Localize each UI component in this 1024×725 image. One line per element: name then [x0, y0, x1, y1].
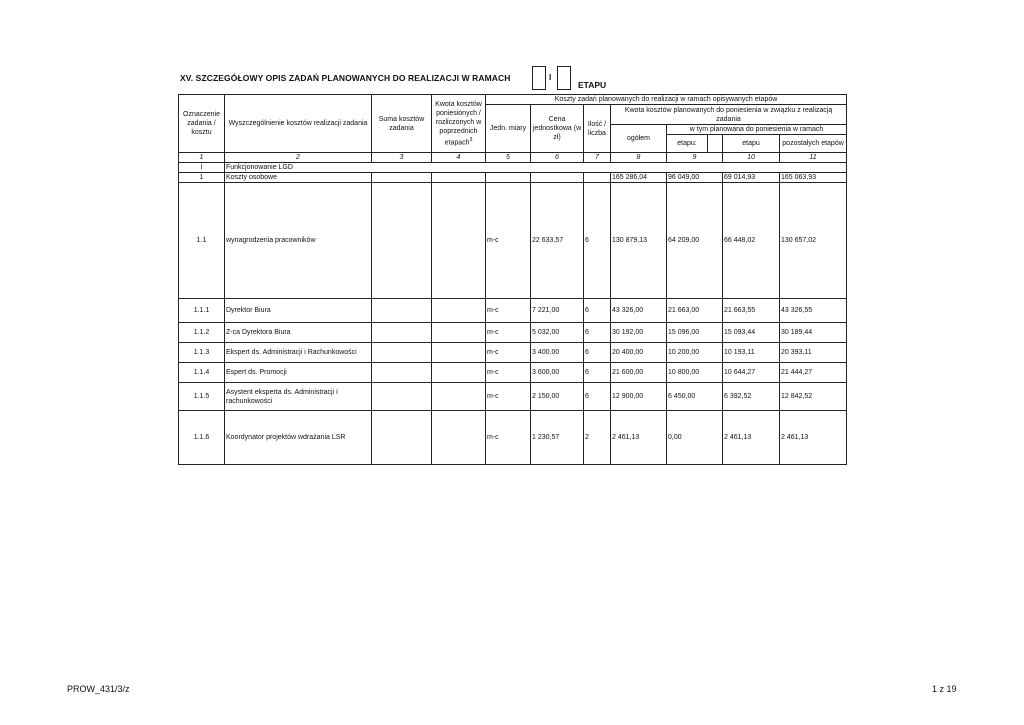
row-etap2: 66 448,02	[723, 183, 780, 299]
row-pozostale: 130 657,02	[780, 183, 847, 299]
row-cena: 22 633,57	[531, 183, 584, 299]
cost-table	[178, 94, 847, 465]
row-name: wynagrodzenia pracowników	[225, 183, 372, 299]
header-kwota-poniesionych: Kwota kosztów poniesionych / rozliczonych w poprzednich etapach$^3$	[432, 95, 486, 153]
row-jm: m-c	[486, 299, 531, 323]
header-pozostalych: pozostałych etapów	[780, 135, 847, 153]
row-ilosc: 6	[584, 343, 611, 363]
row-etap1: 0,00	[667, 411, 723, 465]
form-code: PROW_431/3/z	[67, 684, 130, 694]
row-etap2: 10 644,27	[723, 363, 780, 383]
row-id: 1	[179, 173, 225, 183]
row-ogolem: 165 286,04	[611, 173, 667, 183]
row-ogolem: 30 192,00	[611, 323, 667, 343]
row-etap1: 10 800,00	[667, 363, 723, 383]
row-ogolem: 43 326,00	[611, 299, 667, 323]
row-name: Dyrektor Biura	[225, 299, 372, 323]
row-id: 1.1.2	[179, 323, 225, 343]
stage-number-cell[interactable]	[708, 135, 723, 153]
row-name: Z-ca Dyrektora Biura	[225, 323, 372, 343]
header-etapu: etapu	[723, 135, 780, 153]
col-number: 2	[225, 153, 372, 163]
header-wyszczegolnienie: Wyszczególnienie kosztów realizacji zadania	[225, 95, 372, 153]
stage-label: ETAPU	[578, 80, 607, 90]
row-id: 1.1	[179, 183, 225, 299]
row-cena: 5 032,00	[531, 323, 584, 343]
row-pozostale: 20 393,11	[780, 343, 847, 363]
stage-box-2[interactable]	[557, 66, 571, 90]
stage-box-1[interactable]	[532, 66, 546, 90]
header-suma: Suma kosztów zadania	[372, 95, 432, 153]
row-name: Espert ds. Promocji	[225, 363, 372, 383]
row-jm: m-c	[486, 383, 531, 411]
header-etapu-colon: etapu:	[667, 135, 708, 153]
table-row	[179, 183, 847, 299]
row-pozostale: 165 063,93	[780, 173, 847, 183]
row-id: 1.1.4	[179, 363, 225, 383]
row-ilosc: 6	[584, 383, 611, 411]
header-w-tym: w tym planowana do poniesienia w ramach	[667, 125, 847, 135]
col-number: 11	[780, 153, 847, 163]
row-etap2: 69 014,93	[723, 173, 780, 183]
table-row	[179, 383, 847, 411]
row-cena: 3 400,00	[531, 343, 584, 363]
row-etap2: 21 663,55	[723, 299, 780, 323]
table-row	[179, 343, 847, 363]
col-number: 4	[432, 153, 486, 163]
row-ilosc: 6	[584, 323, 611, 343]
header-ogolem: ogółem	[611, 125, 667, 153]
row-jm: m-c	[486, 183, 531, 299]
row-cena: 7 221,00	[531, 299, 584, 323]
row-id: 1.1.1	[179, 299, 225, 323]
row-etap1: 6 450,00	[667, 383, 723, 411]
row-pozostale: 2 461,13	[780, 411, 847, 465]
table-row	[179, 323, 847, 343]
header-kwota-planowanych: Kwota kosztów planowanych do poniesienia w związku z realizacją zadania	[611, 105, 847, 125]
row-jm: m-c	[486, 343, 531, 363]
row-ilosc: 6	[584, 299, 611, 323]
row-ilosc: 6	[584, 363, 611, 383]
row-pozostale: 30 189,44	[780, 323, 847, 343]
col-number: 6	[531, 153, 584, 163]
header-oznaczenie: Oznaczenie zadania / kosztu	[179, 95, 225, 153]
table-row	[179, 411, 847, 465]
row-name: Asystent eksperta ds. Administracji i rachunkowości	[225, 383, 372, 411]
section-row	[179, 163, 847, 173]
section-name: Funkcjonowanie LGD	[225, 163, 847, 173]
row-ogolem: 12 900,00	[611, 383, 667, 411]
row-etap2: 2 461,13	[723, 411, 780, 465]
row-pozostale: 21 444,27	[780, 363, 847, 383]
row-etap1: 21 663,00	[667, 299, 723, 323]
row-name: Koordynator projektów wdrażania LSR	[225, 411, 372, 465]
row-ogolem: 20 400,00	[611, 343, 667, 363]
col-number: 10	[723, 153, 780, 163]
row-jm: m-c	[486, 363, 531, 383]
summary-row	[179, 173, 847, 183]
header-koszty-zadan: Koszty zadań planowanych do realizacji w ramach opisywanych etapów	[486, 95, 847, 105]
row-pozostale: 12 842,52	[780, 383, 847, 411]
col-number: 1	[179, 153, 225, 163]
row-jm: m-c	[486, 411, 531, 465]
row-etap2: 6 392,52	[723, 383, 780, 411]
page-number: 1 z 19	[932, 684, 957, 694]
row-cena: 2 150,00	[531, 383, 584, 411]
row-etap1: 15 096,00	[667, 323, 723, 343]
header-cena: Cena jednostkowa (w zł)	[531, 105, 584, 153]
row-etap2: 10 193,11	[723, 343, 780, 363]
section-id: I	[179, 163, 225, 173]
row-etap1: 64 209,00	[667, 183, 723, 299]
row-id: 1.1.5	[179, 383, 225, 411]
row-ilosc: 2	[584, 411, 611, 465]
row-cena: 3 600,00	[531, 363, 584, 383]
col-number: 8	[611, 153, 667, 163]
row-ogolem: 2 461,13	[611, 411, 667, 465]
row-cena: 1 230,57	[531, 411, 584, 465]
header-ilosc: Ilość / liczba	[584, 105, 611, 153]
row-pozostale: 43 326,55	[780, 299, 847, 323]
row-jm: m-c	[486, 323, 531, 343]
col-number: 9	[667, 153, 723, 163]
col-number: 3	[372, 153, 432, 163]
row-name: Ekspert ds. Administracji i Rachunkowości	[225, 343, 372, 363]
row-ogolem: 21 600,00	[611, 363, 667, 383]
col-number: 5	[486, 153, 531, 163]
table-row	[179, 363, 847, 383]
row-etap2: 15 093,44	[723, 323, 780, 343]
row-id: 1.1.6	[179, 411, 225, 465]
row-etap1: 96 049,00	[667, 173, 723, 183]
stage-number: I	[549, 73, 552, 82]
header-jedn: Jedn. miary	[486, 105, 531, 153]
row-ilosc: 6	[584, 183, 611, 299]
page-title: XV. SZCZEGÓŁOWY OPIS ZADAŃ PLANOWANYCH DO REALIZACJI W RAMACH	[180, 73, 511, 83]
table-row	[179, 299, 847, 323]
col-number: 7	[584, 153, 611, 163]
row-ogolem: 130 879,13	[611, 183, 667, 299]
row-name: Koszty osobowe	[225, 173, 372, 183]
row-id: 1.1.3	[179, 343, 225, 363]
row-etap1: 10 200,00	[667, 343, 723, 363]
